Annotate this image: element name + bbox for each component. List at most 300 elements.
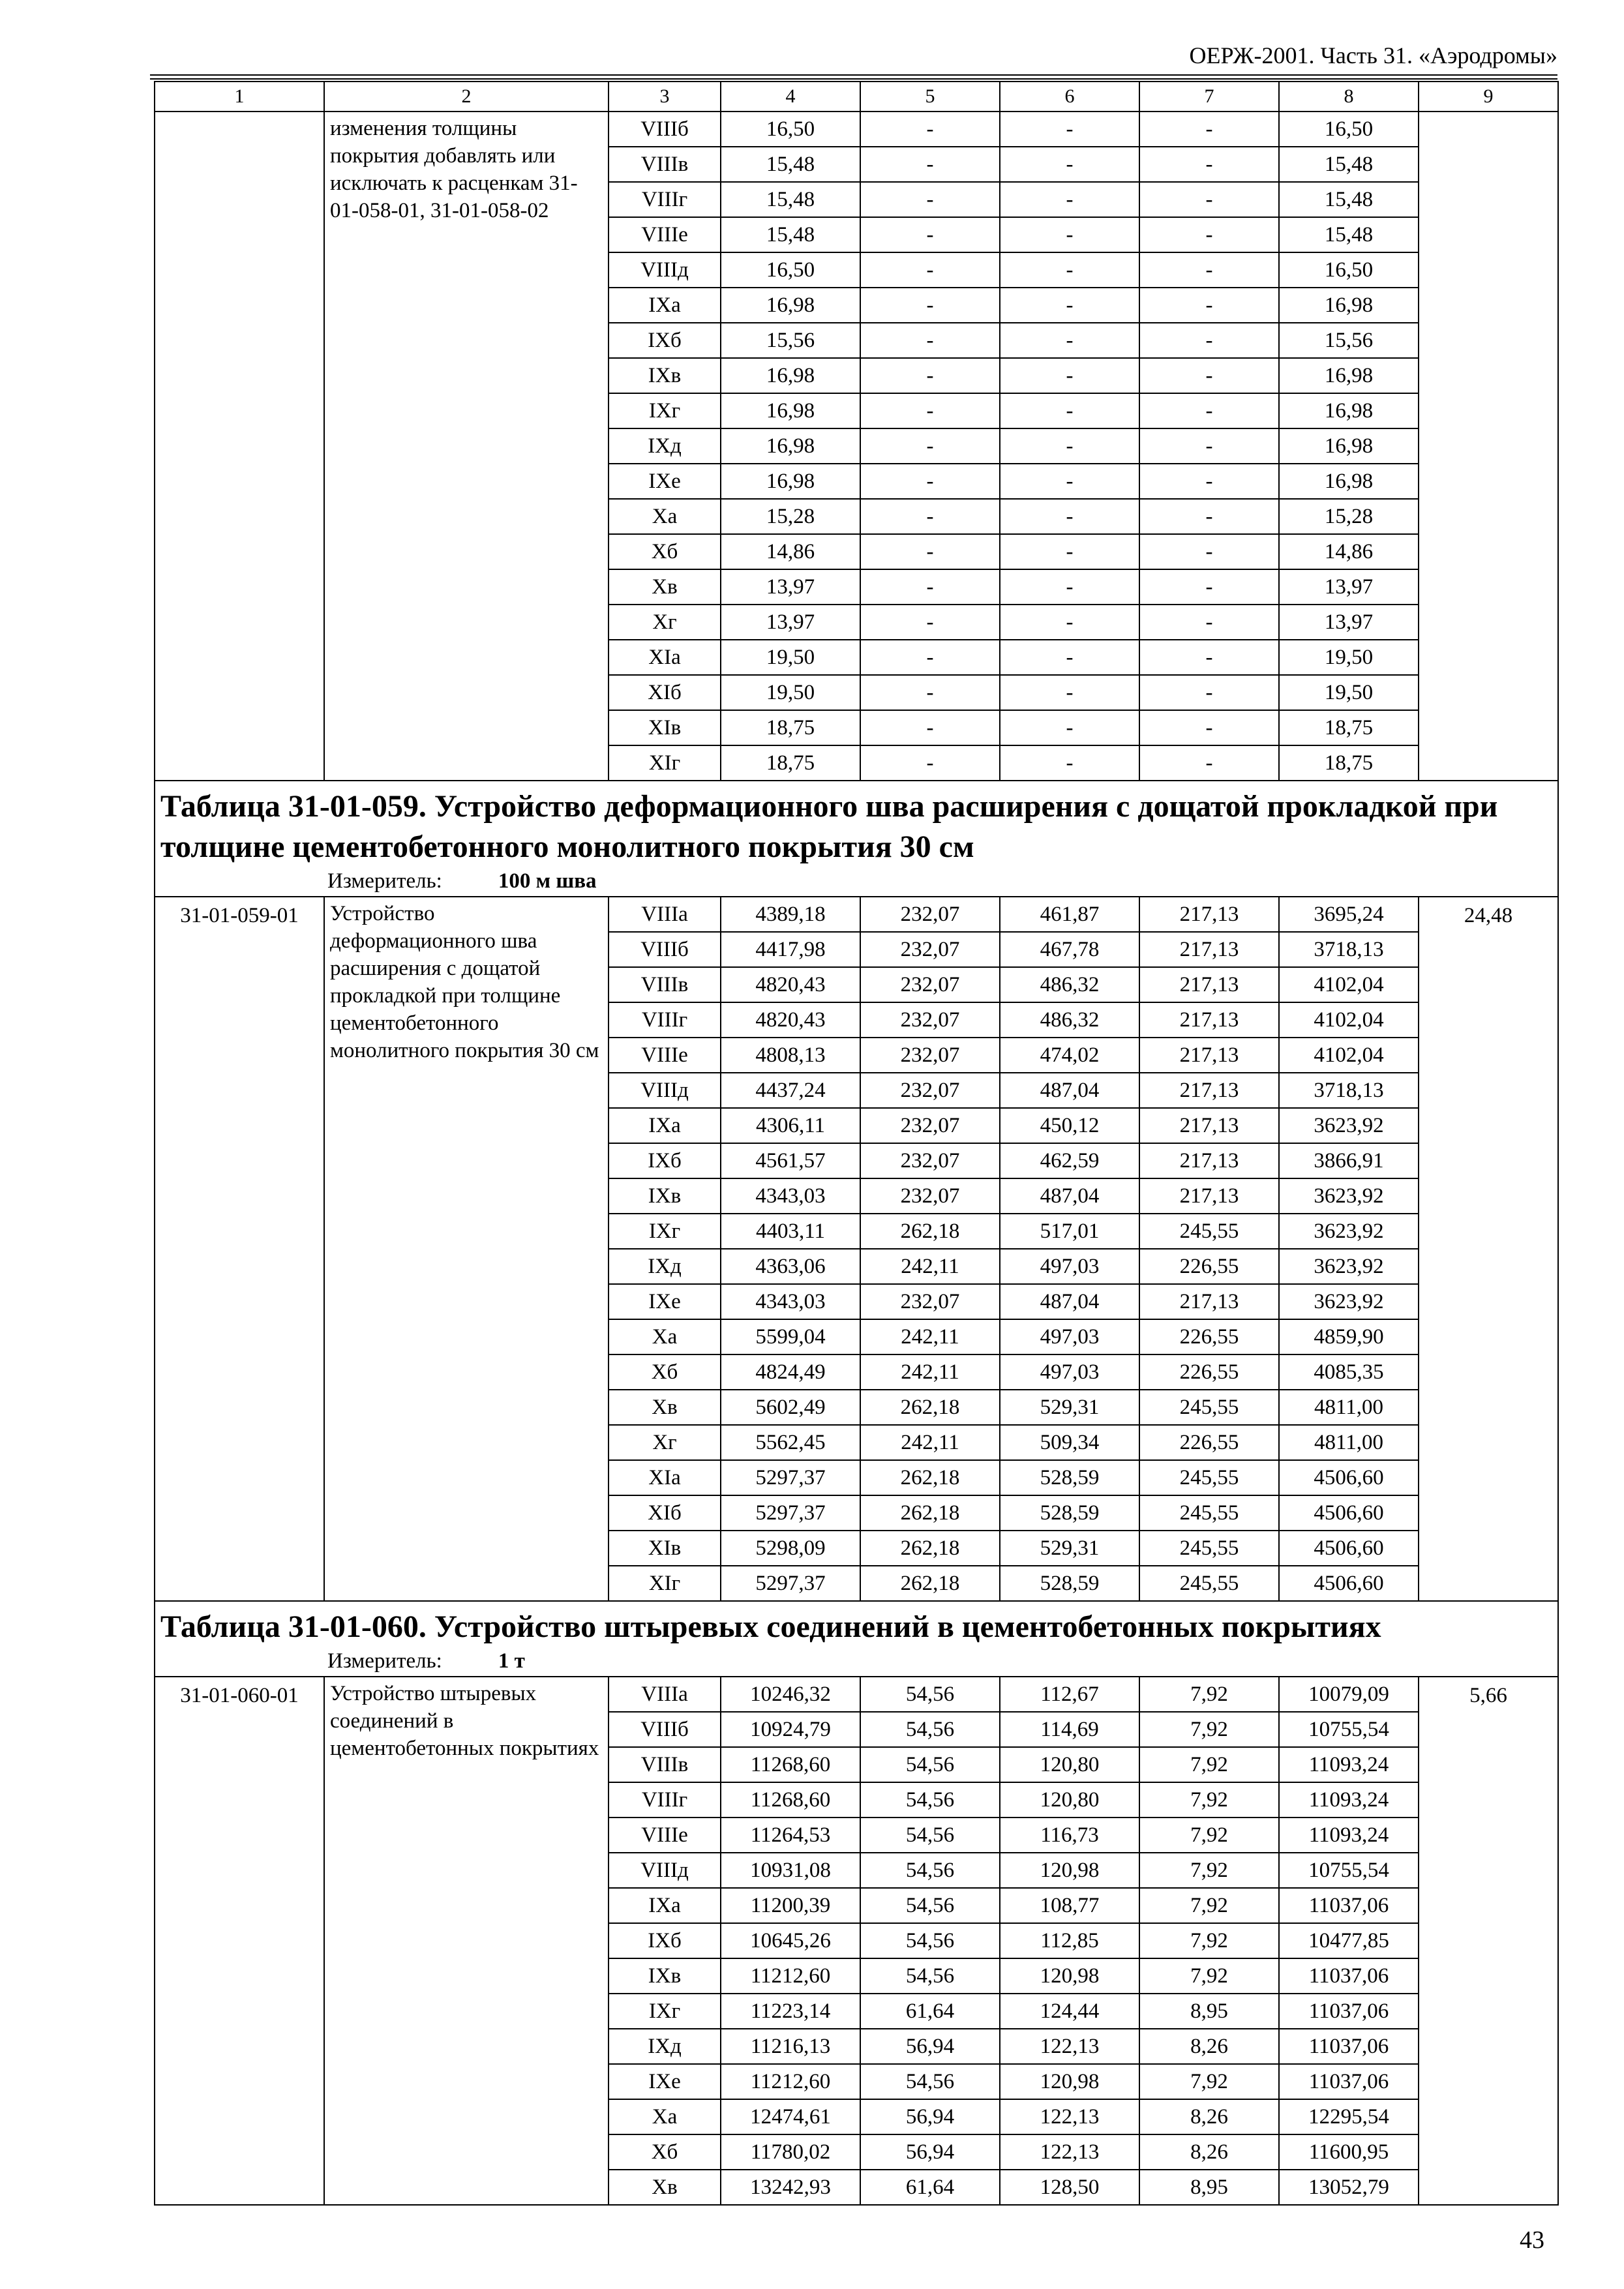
value-cell: - bbox=[860, 534, 1000, 569]
value-cell: - bbox=[1139, 358, 1279, 393]
value-cell: 11037,06 bbox=[1279, 1888, 1419, 1923]
value-cell: 486,32 bbox=[1000, 1002, 1139, 1038]
value-cell: 10645,26 bbox=[721, 1923, 860, 1958]
value-cell: 217,13 bbox=[1139, 1178, 1279, 1214]
value-cell: - bbox=[1139, 182, 1279, 217]
value-cell: 16,98 bbox=[721, 288, 860, 323]
value-cell: 4811,00 bbox=[1279, 1390, 1419, 1425]
value-cell: 232,07 bbox=[860, 1284, 1000, 1319]
value-cell: 15,28 bbox=[721, 499, 860, 534]
value-cell: 56,94 bbox=[860, 2099, 1000, 2134]
value-cell: - bbox=[860, 710, 1000, 745]
value-cell: 5297,37 bbox=[721, 1566, 860, 1601]
value-cell: 245,55 bbox=[1139, 1390, 1279, 1425]
value-cell: 16,98 bbox=[1279, 464, 1419, 499]
value-cell: 12474,61 bbox=[721, 2099, 860, 2134]
value-cell: 7,92 bbox=[1139, 1888, 1279, 1923]
value-cell: 4506,60 bbox=[1279, 1495, 1419, 1531]
table-row bbox=[155, 1677, 1558, 1712]
value-cell: 7,92 bbox=[1139, 1782, 1279, 1818]
value-cell: - bbox=[1139, 745, 1279, 781]
column-number: 6 bbox=[1000, 82, 1139, 112]
value-cell: 4820,43 bbox=[721, 967, 860, 1002]
value-cell: 15,48 bbox=[721, 217, 860, 252]
value-cell: 11200,39 bbox=[721, 1888, 860, 1923]
value-cell: - bbox=[1000, 640, 1139, 675]
value-cell: 4811,00 bbox=[1279, 1425, 1419, 1460]
zone-cell: XIа bbox=[609, 1460, 721, 1495]
value-cell: - bbox=[1139, 428, 1279, 464]
value-cell: 262,18 bbox=[860, 1566, 1000, 1601]
value-cell: 19,50 bbox=[1279, 675, 1419, 710]
value-cell: 232,07 bbox=[860, 932, 1000, 967]
value-cell: 15,48 bbox=[1279, 182, 1419, 217]
value-cell: 120,80 bbox=[1000, 1782, 1139, 1818]
zone-cell: XIг bbox=[609, 745, 721, 781]
value-cell: 226,55 bbox=[1139, 1354, 1279, 1390]
value-cell: 226,55 bbox=[1139, 1319, 1279, 1354]
value-cell: 4403,11 bbox=[721, 1214, 860, 1249]
value-cell: 8,26 bbox=[1139, 2099, 1279, 2134]
value-cell: 15,48 bbox=[1279, 147, 1419, 182]
zone-cell: IXв bbox=[609, 358, 721, 393]
zone-cell: VIIIд bbox=[609, 1853, 721, 1888]
value-cell: 10079,09 bbox=[1279, 1677, 1419, 1712]
value-cell: - bbox=[1000, 710, 1139, 745]
value-cell: - bbox=[860, 605, 1000, 640]
value-cell: 4363,06 bbox=[721, 1249, 860, 1284]
rate-code: 31-01-060-01 bbox=[155, 1677, 324, 2205]
value-cell: 10246,32 bbox=[721, 1677, 860, 1712]
value-cell: 11037,06 bbox=[1279, 1958, 1419, 1994]
table-title-cell bbox=[155, 781, 1558, 897]
value-cell: 10755,54 bbox=[1279, 1853, 1419, 1888]
zone-cell: XIб bbox=[609, 675, 721, 710]
value-cell: - bbox=[1139, 112, 1279, 147]
value-cell: - bbox=[1139, 464, 1279, 499]
column-number-row bbox=[155, 82, 1558, 112]
value-cell: 262,18 bbox=[860, 1390, 1000, 1425]
value-cell: 16,98 bbox=[1279, 428, 1419, 464]
value-cell: 217,13 bbox=[1139, 967, 1279, 1002]
value-cell: 112,85 bbox=[1000, 1923, 1139, 1958]
value-cell: 54,56 bbox=[860, 1677, 1000, 1712]
zone-cell: IXд bbox=[609, 1249, 721, 1284]
value-cell: 7,92 bbox=[1139, 1853, 1279, 1888]
table-row bbox=[155, 112, 1558, 147]
zone-cell: VIIIг bbox=[609, 182, 721, 217]
value-cell: 19,50 bbox=[1279, 640, 1419, 675]
value-cell: - bbox=[1000, 534, 1139, 569]
value-cell: 486,32 bbox=[1000, 967, 1139, 1002]
value-cell: 16,50 bbox=[721, 252, 860, 288]
value-cell: - bbox=[1139, 499, 1279, 534]
value-cell: 13052,79 bbox=[1279, 2170, 1419, 2205]
value-cell: 528,59 bbox=[1000, 1460, 1139, 1495]
zone-cell: VIIIе bbox=[609, 1818, 721, 1853]
value-cell: - bbox=[1139, 252, 1279, 288]
zone-cell: Xа bbox=[609, 499, 721, 534]
zone-cell: IXв bbox=[609, 1178, 721, 1214]
zone-cell: Xв bbox=[609, 2170, 721, 2205]
zone-cell: Xг bbox=[609, 1425, 721, 1460]
value-cell: - bbox=[860, 112, 1000, 147]
zone-cell: IXа bbox=[609, 1108, 721, 1143]
value-cell: - bbox=[1139, 675, 1279, 710]
value-cell: - bbox=[1000, 112, 1139, 147]
value-cell: 15,56 bbox=[721, 323, 860, 358]
labor-cost-cell: 5,66 bbox=[1419, 1677, 1558, 2205]
unit-line bbox=[327, 1647, 1552, 1676]
header-rule bbox=[150, 78, 1557, 80]
unit-line bbox=[327, 867, 1552, 896]
zone-cell: VIIIг bbox=[609, 1002, 721, 1038]
value-cell: 217,13 bbox=[1139, 897, 1279, 932]
value-cell: - bbox=[860, 252, 1000, 288]
value-cell: 4859,90 bbox=[1279, 1319, 1419, 1354]
value-cell: 120,80 bbox=[1000, 1747, 1139, 1782]
running-header: ОЕРЖ-2001. Часть 31. «Аэродромы» bbox=[1189, 42, 1557, 68]
value-cell: 11212,60 bbox=[721, 2064, 860, 2099]
value-cell: - bbox=[1139, 323, 1279, 358]
value-cell: 3866,91 bbox=[1279, 1143, 1419, 1178]
table-title: Таблица 31-01-059. Устройство деформационного шва расширения с дощатой прокладкой при толщине цементобетонного монолитного покрытия 30 см bbox=[160, 789, 1498, 864]
value-cell: 18,75 bbox=[1279, 710, 1419, 745]
zone-cell: Xв bbox=[609, 1390, 721, 1425]
value-cell: 10477,85 bbox=[1279, 1923, 1419, 1958]
value-cell: - bbox=[1139, 534, 1279, 569]
value-cell: 56,94 bbox=[860, 2029, 1000, 2064]
value-cell: 15,48 bbox=[1279, 217, 1419, 252]
value-cell: - bbox=[860, 182, 1000, 217]
value-cell: 54,56 bbox=[860, 1958, 1000, 1994]
value-cell: 245,55 bbox=[1139, 1460, 1279, 1495]
value-cell: 11223,14 bbox=[721, 1994, 860, 2029]
zone-cell: IXе bbox=[609, 2064, 721, 2099]
column-number: 9 bbox=[1419, 82, 1558, 112]
value-cell: 4343,03 bbox=[721, 1284, 860, 1319]
value-cell: 467,78 bbox=[1000, 932, 1139, 967]
value-cell: 18,75 bbox=[721, 745, 860, 781]
value-cell: - bbox=[1000, 428, 1139, 464]
value-cell: 14,86 bbox=[721, 534, 860, 569]
table-title-row bbox=[155, 1601, 1558, 1677]
value-cell: - bbox=[1000, 393, 1139, 428]
value-cell: 54,56 bbox=[860, 1712, 1000, 1747]
table-title-cell bbox=[155, 1601, 1558, 1677]
value-cell: 7,92 bbox=[1139, 1958, 1279, 1994]
header-rule bbox=[150, 74, 1557, 76]
value-cell: 61,64 bbox=[860, 1994, 1000, 2029]
column-number: 8 bbox=[1279, 82, 1419, 112]
column-number: 5 bbox=[860, 82, 1000, 112]
value-cell: - bbox=[1139, 710, 1279, 745]
value-cell: 10931,08 bbox=[721, 1853, 860, 1888]
value-cell: 262,18 bbox=[860, 1460, 1000, 1495]
value-cell: 7,92 bbox=[1139, 1747, 1279, 1782]
zone-cell: IXб bbox=[609, 323, 721, 358]
zone-cell: IXб bbox=[609, 1923, 721, 1958]
value-cell: 114,69 bbox=[1000, 1712, 1139, 1747]
value-cell: 7,92 bbox=[1139, 1818, 1279, 1853]
value-cell: 116,73 bbox=[1000, 1818, 1139, 1853]
value-cell: 11780,02 bbox=[721, 2134, 860, 2170]
value-cell: 7,92 bbox=[1139, 2064, 1279, 2099]
value-cell: 13242,93 bbox=[721, 2170, 860, 2205]
value-cell: 3623,92 bbox=[1279, 1108, 1419, 1143]
zone-cell: IXа bbox=[609, 288, 721, 323]
value-cell: 3623,92 bbox=[1279, 1178, 1419, 1214]
value-cell: - bbox=[1000, 147, 1139, 182]
value-cell: 10755,54 bbox=[1279, 1712, 1419, 1747]
value-cell: 4808,13 bbox=[721, 1038, 860, 1073]
value-cell: 16,98 bbox=[1279, 288, 1419, 323]
column-number: 4 bbox=[721, 82, 860, 112]
unit-label: Измеритель: bbox=[327, 1649, 442, 1673]
value-cell: 18,75 bbox=[1279, 745, 1419, 781]
value-cell: 112,67 bbox=[1000, 1677, 1139, 1712]
unit-value: 1 т bbox=[498, 1649, 525, 1673]
value-cell: 529,31 bbox=[1000, 1531, 1139, 1566]
value-cell: 487,04 bbox=[1000, 1284, 1139, 1319]
value-cell: - bbox=[1000, 464, 1139, 499]
zone-cell: XIб bbox=[609, 1495, 721, 1531]
value-cell: 528,59 bbox=[1000, 1495, 1139, 1531]
value-cell: 245,55 bbox=[1139, 1214, 1279, 1249]
column-number: 1 bbox=[155, 82, 324, 112]
value-cell: 54,56 bbox=[860, 1888, 1000, 1923]
value-cell: 232,07 bbox=[860, 1108, 1000, 1143]
value-cell: 3623,92 bbox=[1279, 1214, 1419, 1249]
value-cell: 242,11 bbox=[860, 1425, 1000, 1460]
value-cell: 487,04 bbox=[1000, 1178, 1139, 1214]
value-cell: 16,98 bbox=[1279, 358, 1419, 393]
value-cell: 16,50 bbox=[1279, 252, 1419, 288]
value-cell: - bbox=[860, 745, 1000, 781]
labor-cost-cell: 24,48 bbox=[1419, 897, 1558, 1601]
value-cell: 5297,37 bbox=[721, 1495, 860, 1531]
value-cell: 11212,60 bbox=[721, 1958, 860, 1994]
rate-description: Устройство деформационного шва расширения с дощатой прокладкой при толщине цементобетонного монолитного покрытия 30 см bbox=[324, 897, 609, 1601]
value-cell: 11216,13 bbox=[721, 2029, 860, 2064]
unit-label: Измеритель: bbox=[327, 869, 442, 893]
value-cell: 217,13 bbox=[1139, 932, 1279, 967]
value-cell: 4102,04 bbox=[1279, 1002, 1419, 1038]
zone-cell: VIIIе bbox=[609, 217, 721, 252]
value-cell: 7,92 bbox=[1139, 1923, 1279, 1958]
zone-cell: IXг bbox=[609, 393, 721, 428]
zone-cell: VIIIд bbox=[609, 1073, 721, 1108]
zone-cell: VIIIв bbox=[609, 1747, 721, 1782]
zone-cell: Xб bbox=[609, 2134, 721, 2170]
value-cell: 4389,18 bbox=[721, 897, 860, 932]
value-cell: 450,12 bbox=[1000, 1108, 1139, 1143]
value-cell: 5602,49 bbox=[721, 1390, 860, 1425]
value-cell: 11268,60 bbox=[721, 1747, 860, 1782]
value-cell: 4506,60 bbox=[1279, 1566, 1419, 1601]
zone-cell: Xа bbox=[609, 1319, 721, 1354]
value-cell: - bbox=[1000, 217, 1139, 252]
zone-cell: Xа bbox=[609, 2099, 721, 2134]
value-cell: 4102,04 bbox=[1279, 1038, 1419, 1073]
value-cell: - bbox=[860, 147, 1000, 182]
value-cell: 54,56 bbox=[860, 2064, 1000, 2099]
value-cell: 11093,24 bbox=[1279, 1818, 1419, 1853]
value-cell: 8,95 bbox=[1139, 2170, 1279, 2205]
value-cell: 232,07 bbox=[860, 1038, 1000, 1073]
value-cell: - bbox=[1139, 217, 1279, 252]
value-cell: 4820,43 bbox=[721, 1002, 860, 1038]
zone-cell: VIIIд bbox=[609, 252, 721, 288]
value-cell: - bbox=[860, 393, 1000, 428]
value-cell: 242,11 bbox=[860, 1249, 1000, 1284]
value-cell: 5599,04 bbox=[721, 1319, 860, 1354]
value-cell: 14,86 bbox=[1279, 534, 1419, 569]
zone-cell: VIIIг bbox=[609, 1782, 721, 1818]
value-cell: 3623,92 bbox=[1279, 1284, 1419, 1319]
value-cell: - bbox=[860, 569, 1000, 605]
value-cell: 8,26 bbox=[1139, 2134, 1279, 2170]
value-cell: - bbox=[1000, 675, 1139, 710]
value-cell: 54,56 bbox=[860, 1747, 1000, 1782]
value-cell: 5298,09 bbox=[721, 1531, 860, 1566]
value-cell: 3718,13 bbox=[1279, 1073, 1419, 1108]
value-cell: - bbox=[1139, 569, 1279, 605]
page-number: 43 bbox=[1520, 2226, 1544, 2254]
value-cell: 262,18 bbox=[860, 1214, 1000, 1249]
value-cell: 217,13 bbox=[1139, 1002, 1279, 1038]
value-cell: 15,56 bbox=[1279, 323, 1419, 358]
zone-cell: VIIIа bbox=[609, 1677, 721, 1712]
value-cell: 4561,57 bbox=[721, 1143, 860, 1178]
zone-cell: IXд bbox=[609, 2029, 721, 2064]
value-cell: 11037,06 bbox=[1279, 1994, 1419, 2029]
value-cell: 122,13 bbox=[1000, 2029, 1139, 2064]
value-cell: 245,55 bbox=[1139, 1495, 1279, 1531]
value-cell: 232,07 bbox=[860, 1002, 1000, 1038]
value-cell: 16,98 bbox=[721, 393, 860, 428]
value-cell: - bbox=[1000, 252, 1139, 288]
table-row bbox=[155, 897, 1558, 932]
value-cell: 517,01 bbox=[1000, 1214, 1139, 1249]
value-cell: 13,97 bbox=[1279, 605, 1419, 640]
value-cell: 245,55 bbox=[1139, 1566, 1279, 1601]
column-number: 2 bbox=[324, 82, 609, 112]
value-cell: 242,11 bbox=[860, 1319, 1000, 1354]
value-cell: 11093,24 bbox=[1279, 1747, 1419, 1782]
value-cell: 509,34 bbox=[1000, 1425, 1139, 1460]
value-cell: 19,50 bbox=[721, 640, 860, 675]
zone-cell: IXб bbox=[609, 1143, 721, 1178]
value-cell: 13,97 bbox=[721, 569, 860, 605]
value-cell: 217,13 bbox=[1139, 1143, 1279, 1178]
value-cell: 56,94 bbox=[860, 2134, 1000, 2170]
value-cell: - bbox=[860, 288, 1000, 323]
value-cell: - bbox=[1000, 745, 1139, 781]
value-cell: 16,98 bbox=[721, 428, 860, 464]
value-cell: 4506,60 bbox=[1279, 1531, 1419, 1566]
value-cell: 19,50 bbox=[721, 675, 860, 710]
value-cell: - bbox=[1000, 499, 1139, 534]
value-cell: 15,48 bbox=[721, 182, 860, 217]
value-cell: 54,56 bbox=[860, 1923, 1000, 1958]
zone-cell: VIIIа bbox=[609, 897, 721, 932]
value-cell: 54,56 bbox=[860, 1853, 1000, 1888]
value-cell: 11093,24 bbox=[1279, 1782, 1419, 1818]
value-cell: 232,07 bbox=[860, 1178, 1000, 1214]
zone-cell: IXе bbox=[609, 1284, 721, 1319]
value-cell: 11037,06 bbox=[1279, 2064, 1419, 2099]
column-number: 7 bbox=[1139, 82, 1279, 112]
zone-cell: VIIIб bbox=[609, 932, 721, 967]
zone-cell: XIа bbox=[609, 640, 721, 675]
zone-cell: VIIIв bbox=[609, 147, 721, 182]
value-cell: - bbox=[1139, 605, 1279, 640]
value-cell: 61,64 bbox=[860, 2170, 1000, 2205]
labor-cost-cell bbox=[1419, 112, 1558, 781]
value-cell: - bbox=[1139, 147, 1279, 182]
value-cell: - bbox=[860, 640, 1000, 675]
value-cell: - bbox=[1000, 182, 1139, 217]
value-cell: 232,07 bbox=[860, 1073, 1000, 1108]
value-cell: 122,13 bbox=[1000, 2134, 1139, 2170]
value-cell: - bbox=[860, 428, 1000, 464]
column-number: 3 bbox=[609, 82, 721, 112]
table-title: Таблица 31-01-060. Устройство штыревых соединений в цементобетонных покрытиях bbox=[160, 1609, 1381, 1644]
value-cell: 232,07 bbox=[860, 1143, 1000, 1178]
value-cell: 13,97 bbox=[721, 605, 860, 640]
value-cell: 3695,24 bbox=[1279, 897, 1419, 932]
zone-cell: IXг bbox=[609, 1994, 721, 2029]
value-cell: 497,03 bbox=[1000, 1319, 1139, 1354]
value-cell: 232,07 bbox=[860, 897, 1000, 932]
value-cell: 4343,03 bbox=[721, 1178, 860, 1214]
value-cell: 120,98 bbox=[1000, 1853, 1139, 1888]
value-cell: 245,55 bbox=[1139, 1531, 1279, 1566]
value-cell: 3623,92 bbox=[1279, 1249, 1419, 1284]
rate-description: изменения толщины покрытия добавлять или исключать к расценкам 31-01-058-01, 31-01-058-02 bbox=[324, 112, 609, 781]
value-cell: 262,18 bbox=[860, 1495, 1000, 1531]
zone-cell: XIв bbox=[609, 710, 721, 745]
value-cell: 54,56 bbox=[860, 1818, 1000, 1853]
value-cell: - bbox=[1000, 288, 1139, 323]
value-cell: 8,26 bbox=[1139, 2029, 1279, 2064]
value-cell: 262,18 bbox=[860, 1531, 1000, 1566]
value-cell: 4824,49 bbox=[721, 1354, 860, 1390]
value-cell: 54,56 bbox=[860, 1782, 1000, 1818]
value-cell: 16,98 bbox=[721, 358, 860, 393]
value-cell: 4102,04 bbox=[1279, 967, 1419, 1002]
value-cell: - bbox=[860, 675, 1000, 710]
zone-cell: IXг bbox=[609, 1214, 721, 1249]
value-cell: 217,13 bbox=[1139, 1038, 1279, 1073]
value-cell: 16,98 bbox=[1279, 393, 1419, 428]
rate-code bbox=[155, 112, 324, 781]
value-cell: - bbox=[1000, 358, 1139, 393]
value-cell: 10924,79 bbox=[721, 1712, 860, 1747]
value-cell: 226,55 bbox=[1139, 1425, 1279, 1460]
value-cell: - bbox=[1000, 323, 1139, 358]
value-cell: 128,50 bbox=[1000, 2170, 1139, 2205]
value-cell: - bbox=[1139, 393, 1279, 428]
value-cell: - bbox=[860, 358, 1000, 393]
value-cell: 528,59 bbox=[1000, 1566, 1139, 1601]
value-cell: 16,50 bbox=[721, 112, 860, 147]
value-cell: 12295,54 bbox=[1279, 2099, 1419, 2134]
value-cell: 217,13 bbox=[1139, 1073, 1279, 1108]
zone-cell: VIIIе bbox=[609, 1038, 721, 1073]
value-cell: 8,95 bbox=[1139, 1994, 1279, 2029]
